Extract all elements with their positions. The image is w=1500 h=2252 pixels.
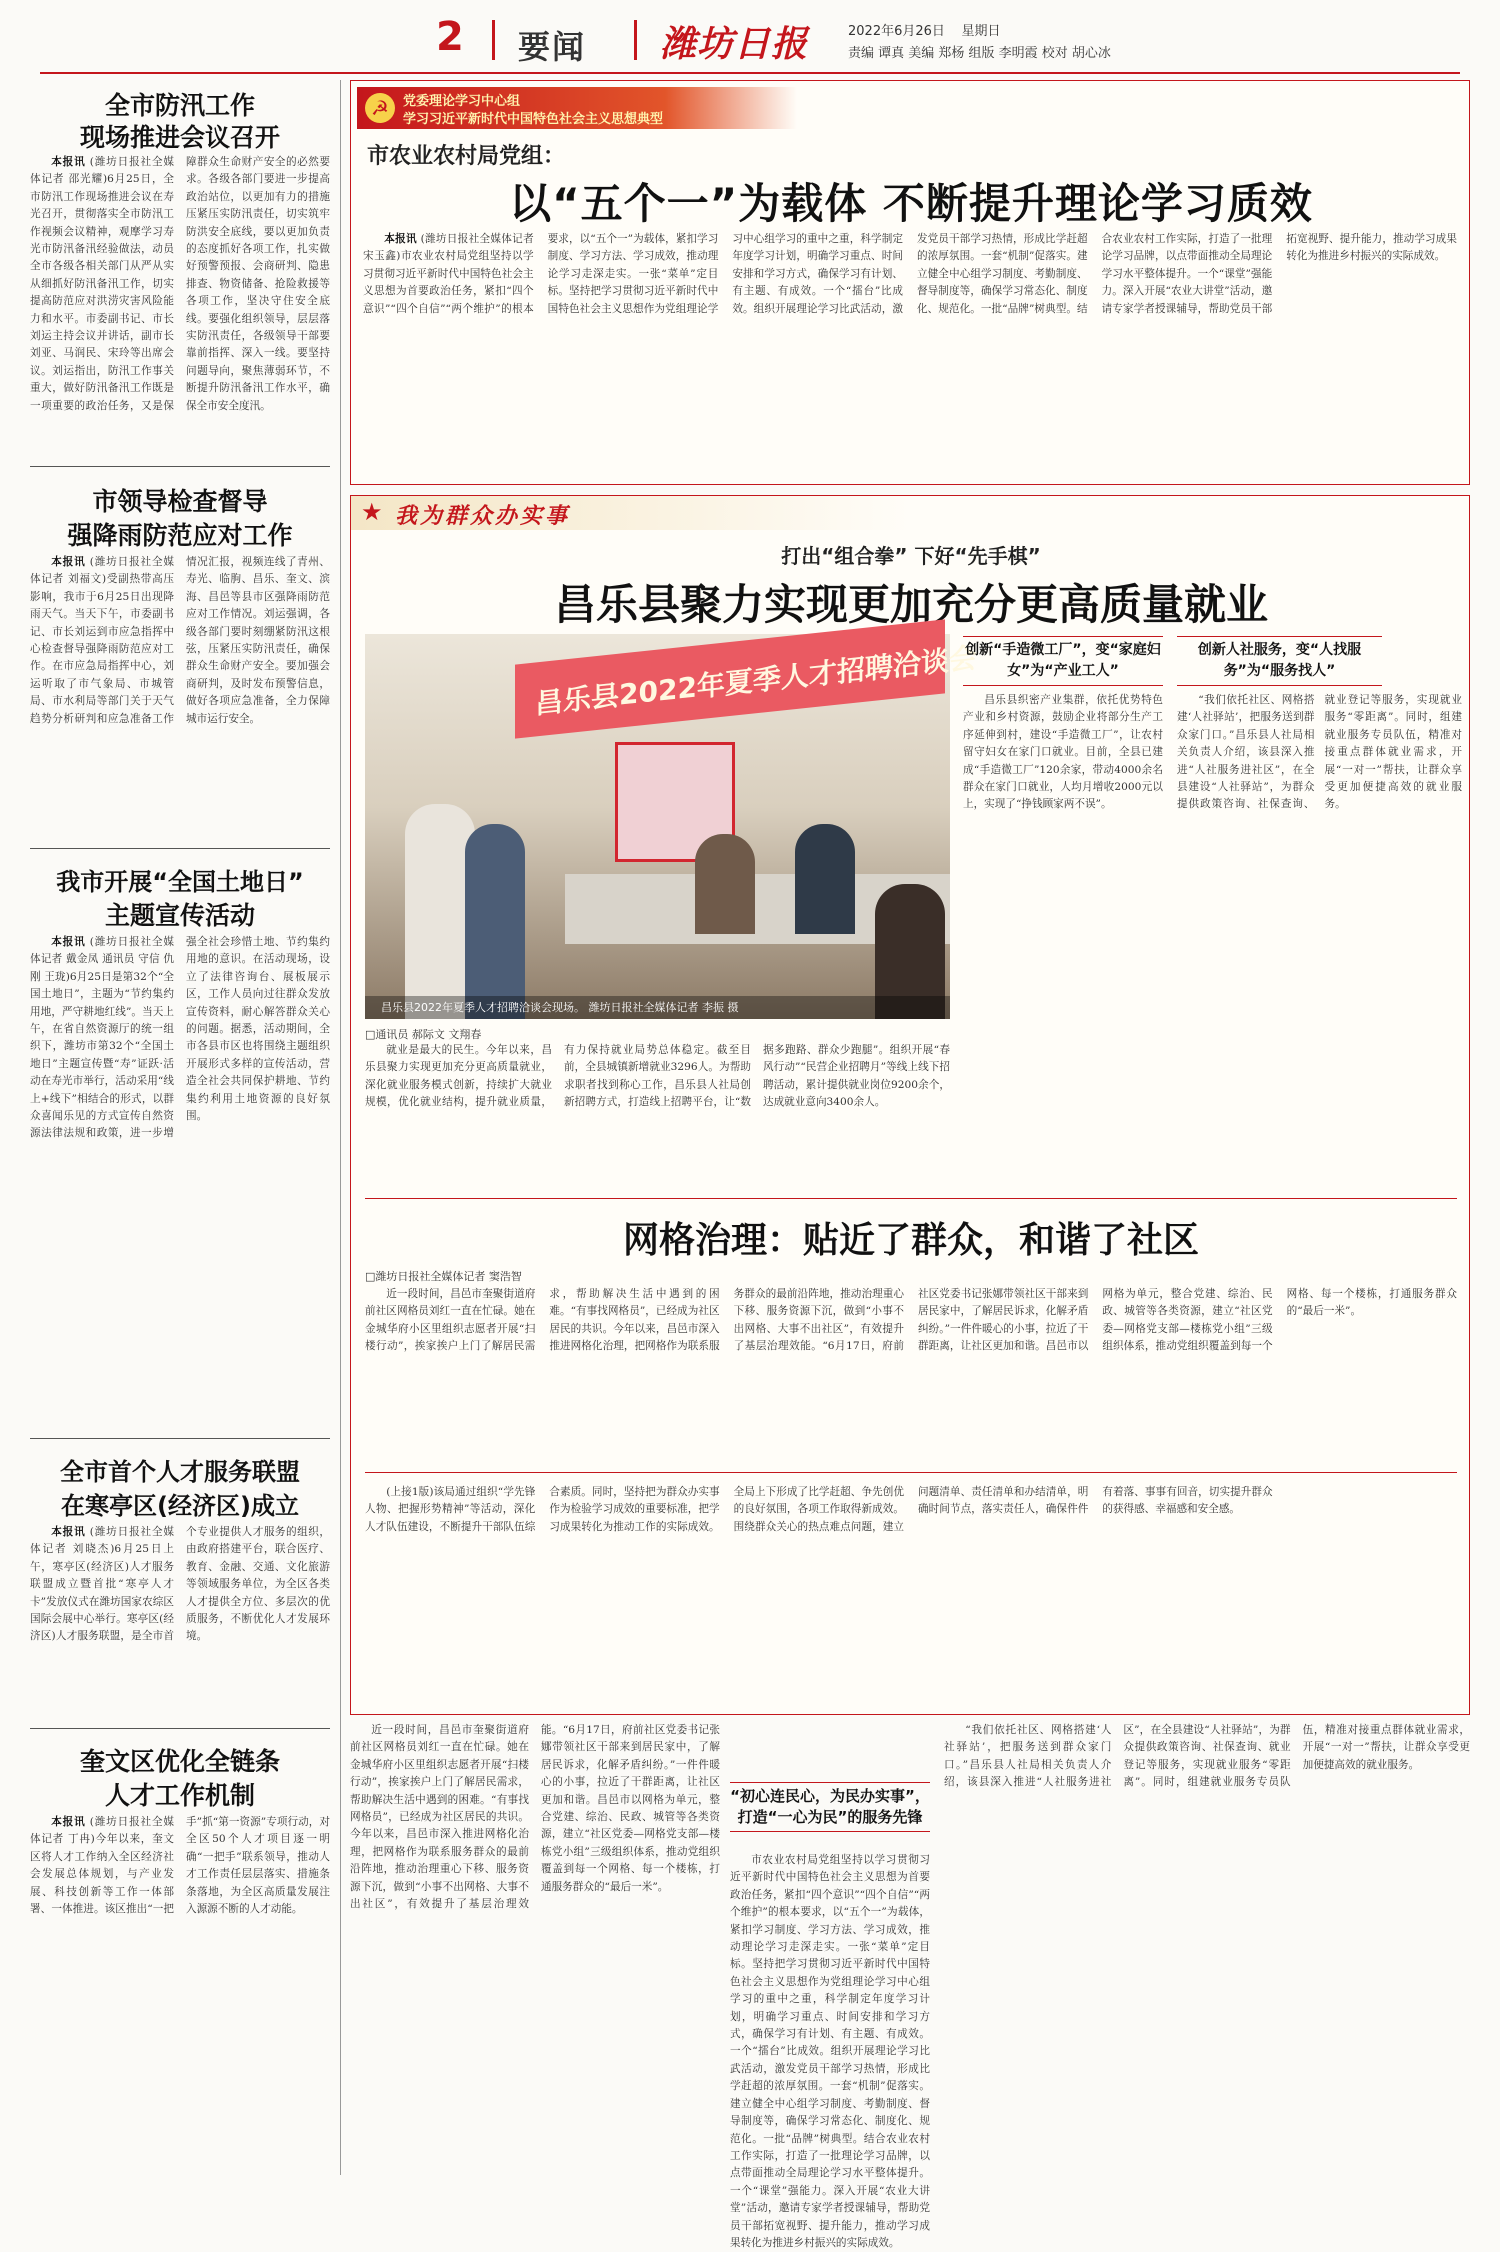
dateline: 本报讯 <box>51 156 86 168</box>
service-banner <box>351 496 911 530</box>
article-body <box>30 934 330 1424</box>
body-text: (上接1版)该局通过组织“学先锋人物、把握形势精神”等活动，深化人才队伍建设，不断提升干部队伍综合素质。同时，坚持把为群众办实事作为检验学习成效的重要标准，把学习成果转化为推动工作的实际成效。全局上下形成了比学赶超、争先创优的良好氛围，各项工作取得新成效。围绕群众关心的热点难点问题，建立问题清单、责任清单和办结清单，明确时间节点，落实责任人，确保件件有着落、事事有回音，切实提升群众的获得感、幸福感和安全感。 <box>365 1486 1273 1533</box>
kicker: 市农业农村局党组： <box>367 144 566 169</box>
study-banner <box>357 87 797 129</box>
source: (潍坊日报社全媒体记者 丁冉) <box>30 1816 174 1846</box>
article-body <box>350 1722 720 2172</box>
issue-date <box>848 20 1000 39</box>
subheadline: 打出“组合拳” 下好“先手棋” <box>781 544 1041 568</box>
dateline: 本报讯 <box>384 233 417 245</box>
headline-line2: 现场推进会议召开 <box>79 123 280 152</box>
banner-sign-text: 昌乐县2022年夏季人才招聘洽谈会 <box>535 641 977 721</box>
source: (潍坊日报社全媒体记者 戴金凤 通讯员 守信 仇刚 王珑) <box>30 936 174 983</box>
article-kuiwen-talent <box>30 1738 330 2178</box>
section-heading: 创新人社服务，变“人找服务”为“服务找人” <box>1177 636 1382 686</box>
body-text: 受副热带高压影响，我市于6月25日出现降雨天气。当天下午，市委副书记、市长刘运到市应急指挥中心检查督导强降雨防范应对工作。在市应急局指挥中心，刘运听取了市气象局、市城管局、市水利局等部门关于天气趋势分析研判和应急准备工作情况汇报，视频连线了青州、寿光、临朐、昌乐、奎文、滨海、昌邑等县市区强降雨防范应对工作情况。刘运强调，各级各部门要时刻绷紧防汛这根弦，压紧压实防汛责任，确保群众生命财产安全。要加强会商研判，及时发布预警信息，做好各项应急准备，全力保障城市运行安全。 <box>30 556 330 725</box>
divider <box>30 1438 330 1439</box>
headline-line1: 全市首个人才服务联盟 <box>60 1458 300 1486</box>
jobs-section <box>350 495 1470 1715</box>
body-text: 就业是最大的民生。今年以来，昌乐县聚力实现更加充分更高质量就业，深化就业服务模式创新，持续扩大就业规模，优化就业结构，提升就业质量，有力保持就业局势总体稳定。截至目前，全县城镇新增就业3296人。为帮助求职者找到称心工作，昌乐县人社局创新招聘方式，打造线上招聘平台，让“数据多跑路、群众少跑腿”。组织开展“春风行动”“民营企业招聘月”等线上线下招聘活动，累计提供就业岗位9200余个，达成就业意向3400余人。 <box>365 1044 950 1109</box>
study-headline: 以“五个一”为载体 不断提升理论学习质效 <box>509 179 1313 228</box>
article-land-day <box>30 858 330 1428</box>
body-text: 6月25日，全市防汛工作现场推进会议在寿光召开，贯彻落实全市防汛工作视频会议精神，观摩学习寿光市防汛备汛经验做法，动员全市各级各相关部门从严从实从细抓好防汛备汛工作，切实提高防范应对洪涝灾害风险能力和水平。市委副书记、市长刘运主持会议并讲话，副市长刘亚、马润民、宋玲等出席会议。刘运指出，防汛工作事关重大，做好防汛备汛工作既是一项重要的政治任务，又是保障群众生命财产安全的必然要求。各级各部门要进一步提高政治站位，以更加有力的措施压紧压实防汛责任，切实筑牢防洪安全底线，要以更加负责的态度抓好各项工作，扎实做好预警预报、会商研判、隐患排查、物资储备、抢险救援等各项工作，坚决守住安全底线。要强化组织领导，层层落实防汛责任，各级领导干部要靠前指挥、深入一线。要坚持问题导向，聚焦薄弱环节，不断提升防汛备汛工作水平，确保全市安全度汛。 <box>30 156 330 412</box>
headline-line1: 全市防汛工作 <box>104 91 255 120</box>
article-body <box>730 1852 930 2249</box>
article-talent-alliance <box>30 1448 330 1718</box>
section-heading: “初心连民心，为民办实事”，打造“一心为民”的服务先锋 <box>730 1782 930 1832</box>
column-divider <box>340 80 341 2175</box>
photo-caption: 昌乐县2022年夏季人才招聘洽谈会现场。 潍坊日报社全媒体记者 李振 摄 <box>365 996 950 1019</box>
dateline: 本报讯 <box>51 556 86 568</box>
person-figure <box>695 834 755 934</box>
body-text: 6月25日是第32个“全国土地日”，主题为“节约集约用地，严守耕地红线”。当天上午，在省自然资源厅的统一组织下，潍坊市第32个“全国土地日”主题宣传暨“寿”证跃·活动在寿光市举行，活动采用“线上+线下”相结合的形式，以群众喜闻乐见的方式宣传自然资源法律法规和政策，进一步增强全社会珍惜土地、节约集约用地的意识。在活动现场，设立了法律咨询台、展板展示区，工作人员向过往群众发放宣传资料，耐心解答群众关心的问题。据悉，活动期间，全市各县市区也将围绕主题组织开展形式多样的宣传活动，营造全社会共同保护耕地、节约集约利用土地资源的良好氛围。 <box>30 936 330 1140</box>
byline: □通讯员 郝际文 文翔春 <box>365 1028 482 1041</box>
divider <box>30 1728 330 1729</box>
article-body <box>30 554 330 836</box>
newspaper-logo: 潍坊日报 <box>660 23 809 65</box>
divider <box>30 466 330 467</box>
body-text: 今年以来，奎文区将人才工作纳入全区经济社会发展总体规划，与产业发展、科技创新等工作一体部署、一体推进。该区推出“一把手”抓“第一资源”专项行动，对全区50个人才项目逐一明确“一把手”联系领导，推动人才工作责任层层落实、措施条条落地，为全区高质量发展注入源源不断的人才动能。 <box>30 1816 330 1916</box>
headline-line2: 人才工作机制 <box>104 1781 255 1810</box>
page-number: 2 <box>436 14 464 60</box>
header-divider <box>492 20 495 60</box>
article-body <box>365 1484 1457 1709</box>
dateline: 本报讯 <box>51 936 86 948</box>
body-text: 近一段时间，昌邑市奎聚街道府前社区网格员刘红一直在忙碌。她在金城华府小区里组织志愿者开展“扫楼行动”，挨家挨户上门了解居民需求，帮助解决生活中遇到的困难。“有事找网格员”，已经成为社区居民的共识。今年以来，昌邑市深入推进网格化治理，把网格作为联系服务群众的最前沿阵地，推动治理重心下移、服务资源下沉，做到“小事不出网格、大事不出社区”，有效提升了基层治理效能。“6月17日，府前社区党委书记张娜带领社区干部来到居民家中，了解居民诉求，化解矛盾纠纷。”一件件暖心的小事，拉近了干群距离，让社区更加和谐。昌邑市以网格为单元，整合党建、综治、民政、城管等各类资源，建立“社区党委—网格党支部—楼栋党小组”三级组织体系，推动党组织覆盖到每一个网格、每一个楼栋，打通服务群众的“最后一米”。 <box>350 1724 720 1911</box>
party-emblem-icon: ☭ <box>365 93 395 123</box>
body-text: 6月25日上午，寒亭区(经济区)人才服务联盟成立暨首批“寒亭人才卡”发放仪式在潍坊国家农综区国际会展中心举行。寒亭区(经济区)人才服务联盟，是全市首个专业提供人才服务的组织，由政府搭建平台，联合医疗、教育、金融、交通、文化旅游等领域服务单位，为全区各类人才提供全方位、多层次的优质服务，不断优化人才发展环境。 <box>30 1526 330 1643</box>
banner-line2: 学习习近平新时代中国特色社会主义思想典型 <box>403 112 664 127</box>
article-flood-meeting <box>30 78 330 458</box>
header-divider-2 <box>634 20 637 60</box>
body-text: “我们依托社区、网格搭建‘人社驿站’，把服务送到群众家门口。”昌乐县人社局相关负责人介绍，该县深入推进“人社服务进社区”，在全县建设“人社驿站”，为群众提供政策咨询、社保查询、就业登记等服务，实现就业服务“零距离”。同时，组建就业服务专员队伍，精准对接重点群体就业需求，开展“一对一”帮扶，让群众享受更加便捷高效的就业服务。 <box>1177 694 1462 811</box>
body-text: 昌乐县织密产业集群，依托优势特色产业和乡村资源，鼓励企业将部分生产工序延伸到村，建设“手造微工厂”，让农村留守妇女在家门口就业。目前，全县已建成“手造微工厂”120余家，带动4000余名群众在家门口就业，人均月增收2000元以上，实现了“挣钱顾家两不误”。 <box>963 694 1163 811</box>
page-header <box>0 0 1500 74</box>
photo-wall-banner <box>515 619 977 738</box>
theory-study-section <box>350 80 1470 485</box>
article-rain-inspection <box>30 478 330 838</box>
source: (潍坊日报社全媒体记者 刘福文) <box>30 556 174 586</box>
jobs-headline: 昌乐县聚力实现更加充分更高质量就业 <box>553 580 1268 629</box>
source: (潍坊日报社全媒体记者 刘晓杰) <box>30 1526 174 1556</box>
section-heading: 创新“手造微工厂”，变“家庭妇女”为“产业工人” <box>963 636 1163 686</box>
headline-line1: 市领导检查督导 <box>92 487 268 516</box>
news-photo <box>365 634 977 1019</box>
source: (潍坊日报社全媒体记者 邵光耀) <box>30 156 174 186</box>
dateline: 本报讯 <box>51 1816 86 1828</box>
article-body <box>944 1722 1470 2172</box>
left-column <box>30 78 330 2178</box>
body-text: 市农业农村局党组坚持以学习贯彻习近平新时代中国特色社会主义思想为首要政治任务，紧扣“四个意识”“四个自信”“两个维护”的根本要求，以“五个一”为载体，紧扣学习制度、学习方法、学习成效，推动理论学习走深走实。一张“菜单”定目标。坚持把学习贯彻习近平新时代中国特色社会主义思想作为党组理论学习中心组学习的重中之重，科学制定年度学习计划，明确学习重点、时间安排和学习方式，确保学习有计划、有主题、有成效。一个“擂台”比成效。组织开展理论学习比武活动，激发党员干部学习热情，形成比学赶超的浓厚氛围。一套“机制”促落实。建立健全中心组学习制度、考勤制度、督导制度等，确保学习常态化、制度化、规范化。一批“品牌”树典型。结合农业农村工作实际，打造了一批理论学习品牌，以点带面推动全局理论学习水平整体提升。一个“课堂”强能力。深入开展“农业大讲堂”活动，邀请专家学者授课辅导，帮助党员干部拓宽视野、提升能力，推动学习成果转化为推进乡村振兴的实际成效。 <box>730 1854 930 2249</box>
divider <box>365 1198 1457 1199</box>
body-text: 近一段时间，昌邑市奎聚街道府前社区网格员刘红一直在忙碌。她在金城华府小区里组织志愿者开展“扫楼行动”，挨家挨户上门了解居民需求，帮助解决生活中遇到的困难。“有事找网格员”，已经成为社区居民的共识。今年以来，昌邑市深入推进网格化治理，把网格作为联系服务群众的最前沿阵地，推动治理重心下移、服务资源下沉，做到“小事不出网格、大事不出社区”，有效提升了基层治理效能。“6月17日，府前社区党委书记张娜带领社区干部来到居民家中，了解居民诉求，化解矛盾纠纷。”一件件暖心的小事，拉近了干群距离，让社区更加和谐。昌邑市以网格为单元，整合党建、综治、民政、城管等各类资源，建立“社区党委—网格党支部—楼栋党小组”三级组织体系，推动党组织覆盖到每一个网格、每一个楼栋，打通服务群众的“最后一米”。 <box>365 1288 1457 1353</box>
body-text: “我们依托社区、网格搭建‘人社驿站’，把服务送到群众家门口。”昌乐县人社局相关负责人介绍，该县深入推进“人社服务进社区”，在全县建设“人社驿站”，为群众提供政策咨询、社保查询、就业登记等服务，实现就业服务“零距离”。同时，组建就业服务专员队伍，精准对接重点群体就业需求，开展“一对一”帮扶，让群众享受更加便捷高效的就业服务。 <box>944 1724 1470 1789</box>
body-text: 市农业农村局党组坚持以学习贯彻习近平新时代中国特色社会主义思想为首要政治任务，紧扣“四个意识”“四个自信”“两个维护”的根本要求，以“五个一”为载体，紧扣学习制度、学习方法、学习成效，推动理论学习走深走实。一张“菜单”定目标。坚持把学习贯彻习近平新时代中国特色社会主义思想作为党组理论学习中心组学习的重中之重，科学制定年度学习计划，明确学习重点、时间安排和学习方式，确保学习有计划、有主题、有成效。一个“擂台”比成效。组织开展理论学习比武活动，激发党员干部学习热情，形成比学赶超的浓厚氛围。一套“机制”促落实。建立健全中心组学习制度、考勤制度、督导制度等，确保学习常态化、制度化、规范化。一批“品牌”树典型。结合农业农村工作实际，打造了一批理论学习品牌，以点带面推动全局理论学习水平整体提升。一个“课堂”强能力。深入开展“农业大讲堂”活动，邀请专家学者授课辅导，帮助党员干部拓宽视野、提升能力，推动学习成果转化为推进乡村振兴的实际成效。 <box>363 233 1457 315</box>
dateline: 本报讯 <box>51 1526 86 1538</box>
source: (潍坊日报社全媒体记者 宋玉鑫) <box>363 233 534 263</box>
weekday: 星期日 <box>961 24 1001 39</box>
date: 2022年6月26日 <box>848 24 945 39</box>
article-body <box>365 1042 950 1192</box>
banner-text: 我为群众办实事 <box>395 503 571 529</box>
person-figure <box>465 824 525 1019</box>
divider <box>30 848 330 849</box>
article-body <box>363 231 1457 476</box>
headline-line1: 奎文区优化全链条 <box>79 1747 280 1776</box>
person-figure <box>795 824 855 934</box>
headline-line2: 主题宣传活动 <box>104 901 255 930</box>
article-body <box>963 692 1163 1192</box>
continuation-area <box>350 1722 1470 2249</box>
byline: □潍坊日报社全媒体记者 窦浩智 <box>365 1270 522 1283</box>
section-name: 要闻 <box>518 28 587 66</box>
article-body <box>30 154 330 454</box>
article-body <box>30 1524 330 1714</box>
star-icon: ★ <box>361 498 383 526</box>
header-rule <box>40 72 1460 74</box>
staff-credits: 责编 谭真 美编 郑杨 组版 李明霞 校对 胡心冰 <box>848 46 1111 61</box>
headline-line1: 我市开展“全国土地日” <box>56 868 304 896</box>
headline-line2: 在寒亭区(经济区)成立 <box>61 1492 299 1520</box>
banner-line1: 党委理论学习中心组 <box>403 94 521 109</box>
article-body <box>1177 692 1462 1192</box>
article-body <box>30 1814 330 2164</box>
headline-line2: 强降雨防范应对工作 <box>67 521 293 550</box>
divider <box>365 1472 1457 1473</box>
grid-headline: 网格治理：贴近了群众，和谐了社区 <box>622 1220 1199 1261</box>
article-body <box>365 1286 1457 1466</box>
